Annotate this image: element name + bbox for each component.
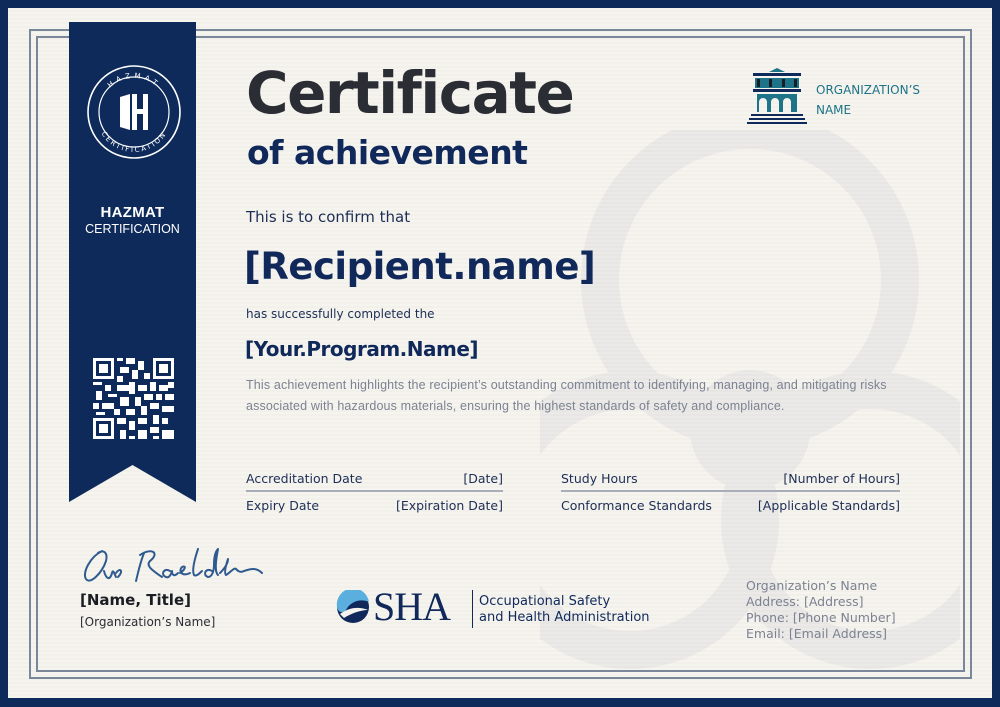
organization-name-line2: NAME — [816, 103, 852, 117]
detail-label: Study Hours — [561, 471, 638, 486]
detail-value: [Applicable Standards] — [757, 498, 900, 513]
detail-row-study-hours — [561, 470, 900, 492]
agency-name-line1: Occupational Safety — [479, 594, 611, 609]
details-left — [246, 470, 503, 519]
detail-value: [Expiration Date] — [395, 498, 503, 513]
svg-text:CERTIFICATION: CERTIFICATION — [99, 129, 169, 155]
completed-text: has successfully completed the — [246, 307, 435, 321]
ribbon-title-hazmat: HAZMAT — [100, 204, 165, 221]
detail-value: [Date] — [463, 471, 503, 486]
building-icon — [747, 68, 807, 126]
ribbon-title-certification: CERTIFICATION — [85, 222, 180, 236]
details-right — [561, 470, 900, 519]
contact-info — [746, 578, 896, 642]
sha-divider — [472, 590, 473, 628]
agency-name — [479, 594, 650, 626]
signer-name: [Name, Title] — [80, 591, 191, 609]
recipient-name: [Recipient.name] — [244, 245, 596, 288]
achievement-description: This achievement highlights the recipient’s outstanding commitment to identifying, managing, and mitigating risks associated with hazardous materials, ensuring the highest standards of safety and compliance. — [246, 378, 887, 413]
detail-row-accreditation-date — [246, 470, 503, 492]
organization-name — [816, 80, 946, 120]
detail-label: Accreditation Date — [246, 471, 363, 486]
agency-name-line2: and Health Administration — [479, 610, 650, 625]
signer-organization: [Organization’s Name] — [80, 615, 216, 629]
detail-value: [Number of Hours] — [783, 471, 900, 486]
program-name: [Your.Program.Name] — [245, 337, 479, 361]
sha-logo-icon — [336, 590, 370, 624]
hazmat-badge-icon — [86, 64, 182, 160]
certificate-title: Certificate — [246, 59, 574, 127]
detail-label: Expiry Date — [246, 498, 320, 513]
detail-row-conformance-standards — [561, 497, 900, 519]
contact-address: Address: [Address] — [746, 594, 864, 609]
sha-wordmark: SHA — [373, 584, 451, 629]
confirm-text: This is to confirm that — [246, 208, 411, 226]
organization-name-line1: ORGANIZATION’S — [816, 83, 921, 97]
contact-phone: Phone: [Phone Number] — [746, 610, 896, 625]
hazmat-ribbon — [69, 22, 196, 502]
signature-icon — [80, 543, 265, 588]
detail-label: Conformance Standards — [561, 498, 712, 513]
ribbon-title — [69, 204, 196, 236]
detail-row-expiry-date — [246, 497, 503, 519]
qr-code-icon — [93, 358, 174, 439]
contact-email: Email: [Email Address] — [746, 626, 888, 641]
contact-org-name: Organization’s Name — [746, 578, 878, 593]
certificate-subtitle: of achievement — [247, 133, 528, 172]
svg-text:HAZMAT: HAZMAT — [106, 71, 162, 90]
